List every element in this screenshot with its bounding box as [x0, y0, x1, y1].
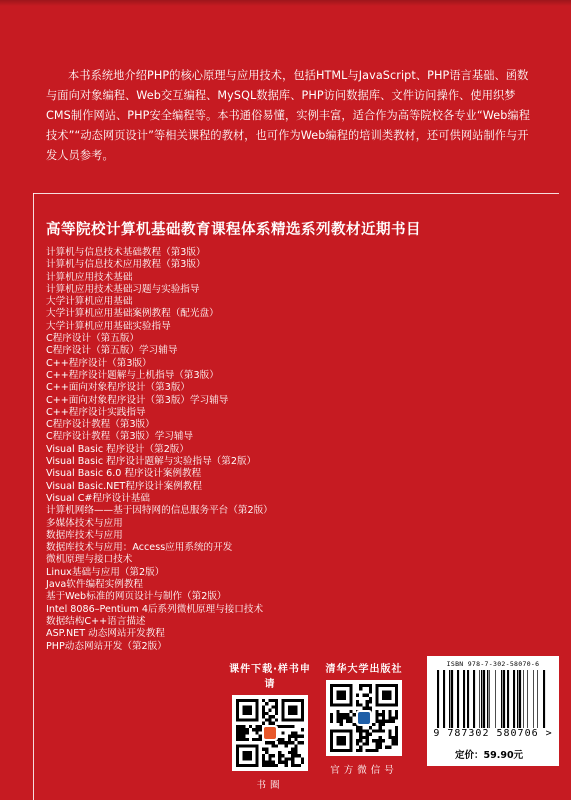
book-list-item: C++程序设计（第3版） [46, 357, 152, 369]
book-list-item: 计算机网络——基于因特网的信息服务平台（第2版） [46, 505, 273, 517]
book-list-item: 计算机应用技术基础习题与实验指导 [46, 283, 200, 295]
book-list-item: Java软件编程实例教程 [46, 579, 144, 591]
qr-caption-bottom: 书圈 [256, 780, 284, 791]
book-description [46, 66, 536, 166]
section-divider-vertical [33, 193, 34, 800]
qr-block-courseware [224, 660, 316, 791]
book-list-item: 基于Web标准的网页设计与制作（第2版） [46, 591, 227, 603]
book-list-item: 大学计算机应用基础 [46, 296, 133, 308]
book-list-item: 多媒体技术与应用 [46, 517, 123, 529]
series-title: 高等院校计算机基础教育课程体系精选系列教材近期书目 [46, 222, 421, 238]
price-label: 定价：59.90元 [455, 750, 524, 761]
book-list-item: C程序设计（第五版） [46, 333, 140, 345]
book-list-item: 数据库技术与应用 [46, 529, 123, 541]
book-list-item: 数据结构C++语言描述 [46, 615, 146, 627]
book-list-item: Linux基础与应用（第2版） [46, 566, 165, 578]
book-list-item: ASP.NET 动态网站开发教程 [46, 628, 165, 640]
book-list-item: Intel 8086–Pentium 4后系列微机原理与接口技术 [46, 603, 264, 615]
book-list-item: C++程序设计题解与上机指导（第3版） [46, 369, 219, 381]
ean-digits: 9 787302 580706 > [433, 728, 553, 739]
book-list-item: 计算机应用技术基础 [46, 271, 133, 283]
book-list-item: 计算机与信息技术基础教程（第3版） [46, 247, 206, 258]
book-list-item: C程序设计教程（第3版） [46, 419, 155, 431]
qr-caption-bottom: 官方微信号 [330, 765, 398, 776]
book-list [46, 247, 273, 653]
book-list-item: C程序设计教程（第3版）学习辅导 [46, 431, 194, 443]
qr-code-courseware[interactable] [232, 695, 308, 771]
qr-caption-top: 课件下载·样书申请 [229, 664, 311, 690]
section-divider-horizontal [33, 193, 559, 194]
barcode-bars [437, 670, 549, 728]
qr-code-wechat[interactable] [326, 680, 402, 756]
tsinghua-press-logo-icon [356, 710, 372, 726]
book-list-item: 大学计算机应用基础实验指导 [46, 320, 171, 332]
book-list-item: 大学计算机应用基础案例教程（配光盘） [46, 308, 219, 320]
shuquan-logo-icon [262, 725, 278, 741]
qr-caption-top: 清华大学出版社 [325, 664, 403, 675]
book-list-item: C++程序设计实践指导 [46, 406, 146, 418]
book-list-item: Visual C#程序设计基础 [46, 492, 150, 504]
book-list-item: Visual Basic 程序设计（第2版） [46, 443, 189, 455]
book-list-item: 计算机与信息技术应用教程（第3版） [46, 259, 206, 271]
description-paragraph: 本书系统地介绍PHP的核心原理与应用技术，包括HTML与JavaScript、PHP语言基础、函数与面向对象编程、Web交互编程、MySQL数据库、PHP访问数据库、文件访问操作、使用织梦CMS制作网站、PHP安全编程等。本书通俗易懂，实例丰富，适合作为高等院校各专业“Web编程技术”“动态网页设计”等相关课程的教材，也可作为Web编程的培训类教材，还可供网站制作与开发人员参考。 [46, 69, 531, 162]
book-list-item: Visual Basic 6.0 程序设计案例教程 [46, 468, 202, 480]
book-list-item: C++面向对象程序设计（第3版） [46, 382, 191, 394]
book-list-item: 微机原理与接口技术 [46, 554, 133, 566]
isbn-barcode-panel [427, 656, 559, 766]
book-list-item: Visual Basic.NET程序设计案例教程 [46, 480, 202, 492]
book-list-item: Visual Basic 程序设计题解与实验指导（第2版） [46, 456, 257, 468]
qr-block-wechat [318, 660, 410, 776]
top-shadow-strip [0, 0, 571, 6]
book-list-item: PHP动态网站开发（第2版） [46, 640, 167, 652]
isbn-text: ISBN 978-7-302-58070-6 [446, 660, 540, 668]
book-list-item: 数据库技术与应用：Access应用系统的开发 [46, 542, 233, 554]
book-list-item: C程序设计（第五版）学习辅导 [46, 345, 178, 357]
book-list-item: C++面向对象程序设计（第3版）学习辅导 [46, 394, 229, 406]
